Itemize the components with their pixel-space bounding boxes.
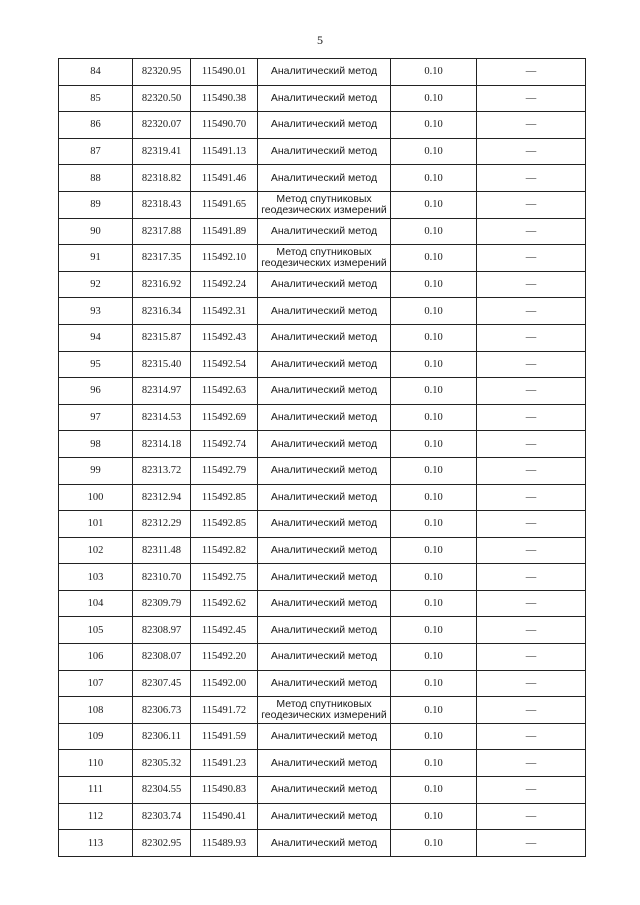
table-row <box>59 218 586 245</box>
point-number-cell: 110 <box>59 750 133 777</box>
accuracy-cell: 0.10 <box>391 112 477 139</box>
table-row <box>59 777 586 804</box>
accuracy-cell: 0.10 <box>391 191 477 218</box>
table-row <box>59 590 586 617</box>
point-number-cell: 108 <box>59 697 133 724</box>
point-number-cell: 112 <box>59 803 133 830</box>
y-coordinate-cell: 115492.63 <box>191 378 258 405</box>
accuracy-cell: 0.10 <box>391 564 477 591</box>
note-cell: — <box>477 670 586 697</box>
note-cell: — <box>477 830 586 857</box>
point-number-cell: 101 <box>59 511 133 538</box>
method-cell: Аналитический метод <box>258 85 391 112</box>
table-row <box>59 670 586 697</box>
accuracy-cell: 0.10 <box>391 750 477 777</box>
method-cell: Аналитический метод <box>258 138 391 165</box>
x-coordinate-cell: 82320.50 <box>133 85 191 112</box>
method-cell: Аналитический метод <box>258 537 391 564</box>
x-coordinate-cell: 82317.35 <box>133 245 191 272</box>
x-coordinate-cell: 82310.70 <box>133 564 191 591</box>
table-row <box>59 723 586 750</box>
accuracy-cell: 0.10 <box>391 351 477 378</box>
x-coordinate-cell: 82311.48 <box>133 537 191 564</box>
table-row <box>59 803 586 830</box>
note-cell: — <box>477 617 586 644</box>
x-coordinate-cell: 82315.40 <box>133 351 191 378</box>
note-cell: — <box>477 777 586 804</box>
note-cell: — <box>477 644 586 671</box>
method-cell: Аналитический метод <box>258 644 391 671</box>
method-cell: Аналитический метод <box>258 564 391 591</box>
table-row <box>59 457 586 484</box>
accuracy-cell: 0.10 <box>391 59 477 86</box>
point-number-cell: 93 <box>59 298 133 325</box>
y-coordinate-cell: 115490.01 <box>191 59 258 86</box>
table-row <box>59 245 586 272</box>
accuracy-cell: 0.10 <box>391 85 477 112</box>
y-coordinate-cell: 115492.85 <box>191 484 258 511</box>
x-coordinate-cell: 82318.43 <box>133 191 191 218</box>
accuracy-cell: 0.10 <box>391 245 477 272</box>
table-row <box>59 431 586 458</box>
note-cell: — <box>477 271 586 298</box>
y-coordinate-cell: 115491.59 <box>191 723 258 750</box>
point-number-cell: 102 <box>59 537 133 564</box>
accuracy-cell: 0.10 <box>391 830 477 857</box>
method-cell: Аналитический метод <box>258 750 391 777</box>
table-row <box>59 324 586 351</box>
y-coordinate-cell: 115491.65 <box>191 191 258 218</box>
x-coordinate-cell: 82319.41 <box>133 138 191 165</box>
note-cell: — <box>477 165 586 192</box>
y-coordinate-cell: 115492.24 <box>191 271 258 298</box>
accuracy-cell: 0.10 <box>391 218 477 245</box>
method-cell: Аналитический метод <box>258 431 391 458</box>
y-coordinate-cell: 115490.41 <box>191 803 258 830</box>
x-coordinate-cell: 82318.82 <box>133 165 191 192</box>
y-coordinate-cell: 115492.10 <box>191 245 258 272</box>
y-coordinate-cell: 115492.54 <box>191 351 258 378</box>
method-cell: Аналитический метод <box>258 218 391 245</box>
y-coordinate-cell: 115491.13 <box>191 138 258 165</box>
point-number-cell: 106 <box>59 644 133 671</box>
point-number-cell: 85 <box>59 85 133 112</box>
method-cell: Аналитический метод <box>258 511 391 538</box>
method-cell: Аналитический метод <box>258 830 391 857</box>
table-row <box>59 830 586 857</box>
accuracy-cell: 0.10 <box>391 670 477 697</box>
point-number-cell: 89 <box>59 191 133 218</box>
accuracy-cell: 0.10 <box>391 378 477 405</box>
y-coordinate-cell: 115492.62 <box>191 590 258 617</box>
note-cell: — <box>477 59 586 86</box>
note-cell: — <box>477 85 586 112</box>
note-cell: — <box>477 723 586 750</box>
note-cell: — <box>477 697 586 724</box>
accuracy-cell: 0.10 <box>391 537 477 564</box>
note-cell: — <box>477 324 586 351</box>
x-coordinate-cell: 82312.29 <box>133 511 191 538</box>
x-coordinate-cell: 82306.73 <box>133 697 191 724</box>
method-cell: Аналитический метод <box>258 777 391 804</box>
table-row <box>59 191 586 218</box>
point-number-cell: 96 <box>59 378 133 405</box>
note-cell: — <box>477 457 586 484</box>
note-cell: — <box>477 431 586 458</box>
accuracy-cell: 0.10 <box>391 590 477 617</box>
table-row <box>59 750 586 777</box>
note-cell: — <box>477 378 586 405</box>
method-cell: Аналитический метод <box>258 723 391 750</box>
y-coordinate-cell: 115492.79 <box>191 457 258 484</box>
accuracy-cell: 0.10 <box>391 617 477 644</box>
y-coordinate-cell: 115489.93 <box>191 830 258 857</box>
x-coordinate-cell: 82312.94 <box>133 484 191 511</box>
x-coordinate-cell: 82320.95 <box>133 59 191 86</box>
y-coordinate-cell: 115491.89 <box>191 218 258 245</box>
point-number-cell: 98 <box>59 431 133 458</box>
point-number-cell: 90 <box>59 218 133 245</box>
note-cell: — <box>477 750 586 777</box>
accuracy-cell: 0.10 <box>391 723 477 750</box>
note-cell: — <box>477 218 586 245</box>
point-number-cell: 84 <box>59 59 133 86</box>
point-number-cell: 94 <box>59 324 133 351</box>
x-coordinate-cell: 82307.45 <box>133 670 191 697</box>
y-coordinate-cell: 115492.00 <box>191 670 258 697</box>
x-coordinate-cell: 82316.92 <box>133 271 191 298</box>
x-coordinate-cell: 82308.97 <box>133 617 191 644</box>
table-row <box>59 537 586 564</box>
method-cell: Аналитический метод <box>258 617 391 644</box>
point-number-cell: 111 <box>59 777 133 804</box>
accuracy-cell: 0.10 <box>391 511 477 538</box>
x-coordinate-cell: 82317.88 <box>133 218 191 245</box>
accuracy-cell: 0.10 <box>391 803 477 830</box>
table-row <box>59 138 586 165</box>
y-coordinate-cell: 115492.31 <box>191 298 258 325</box>
accuracy-cell: 0.10 <box>391 457 477 484</box>
method-cell: Аналитический метод <box>258 351 391 378</box>
table-row <box>59 59 586 86</box>
accuracy-cell: 0.10 <box>391 165 477 192</box>
method-cell: Метод спутниковых геодезических измерений <box>258 697 391 724</box>
point-number-cell: 113 <box>59 830 133 857</box>
method-cell: Аналитический метод <box>258 378 391 405</box>
table-row <box>59 511 586 538</box>
accuracy-cell: 0.10 <box>391 271 477 298</box>
note-cell: — <box>477 537 586 564</box>
point-number-cell: 103 <box>59 564 133 591</box>
accuracy-cell: 0.10 <box>391 777 477 804</box>
x-coordinate-cell: 82305.32 <box>133 750 191 777</box>
y-coordinate-cell: 115490.83 <box>191 777 258 804</box>
accuracy-cell: 0.10 <box>391 138 477 165</box>
coordinates-table-body <box>59 59 586 857</box>
accuracy-cell: 0.10 <box>391 298 477 325</box>
note-cell: — <box>477 138 586 165</box>
y-coordinate-cell: 115490.70 <box>191 112 258 139</box>
y-coordinate-cell: 115492.69 <box>191 404 258 431</box>
y-coordinate-cell: 115492.20 <box>191 644 258 671</box>
point-number-cell: 87 <box>59 138 133 165</box>
accuracy-cell: 0.10 <box>391 324 477 351</box>
table-row <box>59 697 586 724</box>
point-number-cell: 100 <box>59 484 133 511</box>
x-coordinate-cell: 82313.72 <box>133 457 191 484</box>
method-cell: Аналитический метод <box>258 590 391 617</box>
x-coordinate-cell: 82314.53 <box>133 404 191 431</box>
method-cell: Аналитический метод <box>258 112 391 139</box>
method-cell: Аналитический метод <box>258 298 391 325</box>
accuracy-cell: 0.10 <box>391 644 477 671</box>
table-row <box>59 484 586 511</box>
y-coordinate-cell: 115492.85 <box>191 511 258 538</box>
x-coordinate-cell: 82316.34 <box>133 298 191 325</box>
table-row <box>59 644 586 671</box>
point-number-cell: 105 <box>59 617 133 644</box>
method-cell: Метод спутниковых геодезических измерений <box>258 245 391 272</box>
point-number-cell: 99 <box>59 457 133 484</box>
point-number-cell: 91 <box>59 245 133 272</box>
y-coordinate-cell: 115492.82 <box>191 537 258 564</box>
x-coordinate-cell: 82309.79 <box>133 590 191 617</box>
note-cell: — <box>477 590 586 617</box>
note-cell: — <box>477 191 586 218</box>
x-coordinate-cell: 82303.74 <box>133 803 191 830</box>
method-cell: Метод спутниковых геодезических измерений <box>258 191 391 218</box>
method-cell: Аналитический метод <box>258 670 391 697</box>
method-cell: Аналитический метод <box>258 803 391 830</box>
x-coordinate-cell: 82315.87 <box>133 324 191 351</box>
x-coordinate-cell: 82306.11 <box>133 723 191 750</box>
method-cell: Аналитический метод <box>258 457 391 484</box>
method-cell: Аналитический метод <box>258 484 391 511</box>
method-cell: Аналитический метод <box>258 324 391 351</box>
table-row <box>59 404 586 431</box>
note-cell: — <box>477 803 586 830</box>
method-cell: Аналитический метод <box>258 165 391 192</box>
table-row <box>59 378 586 405</box>
accuracy-cell: 0.10 <box>391 484 477 511</box>
y-coordinate-cell: 115492.74 <box>191 431 258 458</box>
point-number-cell: 107 <box>59 670 133 697</box>
y-coordinate-cell: 115492.75 <box>191 564 258 591</box>
y-coordinate-cell: 115491.46 <box>191 165 258 192</box>
note-cell: — <box>477 511 586 538</box>
x-coordinate-cell: 82302.95 <box>133 830 191 857</box>
y-coordinate-cell: 115491.72 <box>191 697 258 724</box>
point-number-cell: 109 <box>59 723 133 750</box>
y-coordinate-cell: 115491.23 <box>191 750 258 777</box>
note-cell: — <box>477 112 586 139</box>
table-row <box>59 85 586 112</box>
method-cell: Аналитический метод <box>258 271 391 298</box>
page-number: 5 <box>317 33 323 47</box>
note-cell: — <box>477 245 586 272</box>
point-number-cell: 88 <box>59 165 133 192</box>
table-row <box>59 165 586 192</box>
table-row <box>59 298 586 325</box>
point-number-cell: 95 <box>59 351 133 378</box>
y-coordinate-cell: 115492.45 <box>191 617 258 644</box>
accuracy-cell: 0.10 <box>391 431 477 458</box>
x-coordinate-cell: 82314.97 <box>133 378 191 405</box>
point-number-cell: 97 <box>59 404 133 431</box>
note-cell: — <box>477 351 586 378</box>
accuracy-cell: 0.10 <box>391 404 477 431</box>
point-number-cell: 92 <box>59 271 133 298</box>
x-coordinate-cell: 82314.18 <box>133 431 191 458</box>
note-cell: — <box>477 298 586 325</box>
y-coordinate-cell: 115492.43 <box>191 324 258 351</box>
note-cell: — <box>477 404 586 431</box>
table-row <box>59 564 586 591</box>
accuracy-cell: 0.10 <box>391 697 477 724</box>
x-coordinate-cell: 82304.55 <box>133 777 191 804</box>
note-cell: — <box>477 564 586 591</box>
x-coordinate-cell: 82308.07 <box>133 644 191 671</box>
coordinates-table <box>58 58 586 857</box>
table-row <box>59 271 586 298</box>
point-number-cell: 104 <box>59 590 133 617</box>
y-coordinate-cell: 115490.38 <box>191 85 258 112</box>
method-cell: Аналитический метод <box>258 59 391 86</box>
method-cell: Аналитический метод <box>258 404 391 431</box>
x-coordinate-cell: 82320.07 <box>133 112 191 139</box>
note-cell: — <box>477 484 586 511</box>
point-number-cell: 86 <box>59 112 133 139</box>
table-row <box>59 112 586 139</box>
table-row <box>59 351 586 378</box>
table-row <box>59 617 586 644</box>
